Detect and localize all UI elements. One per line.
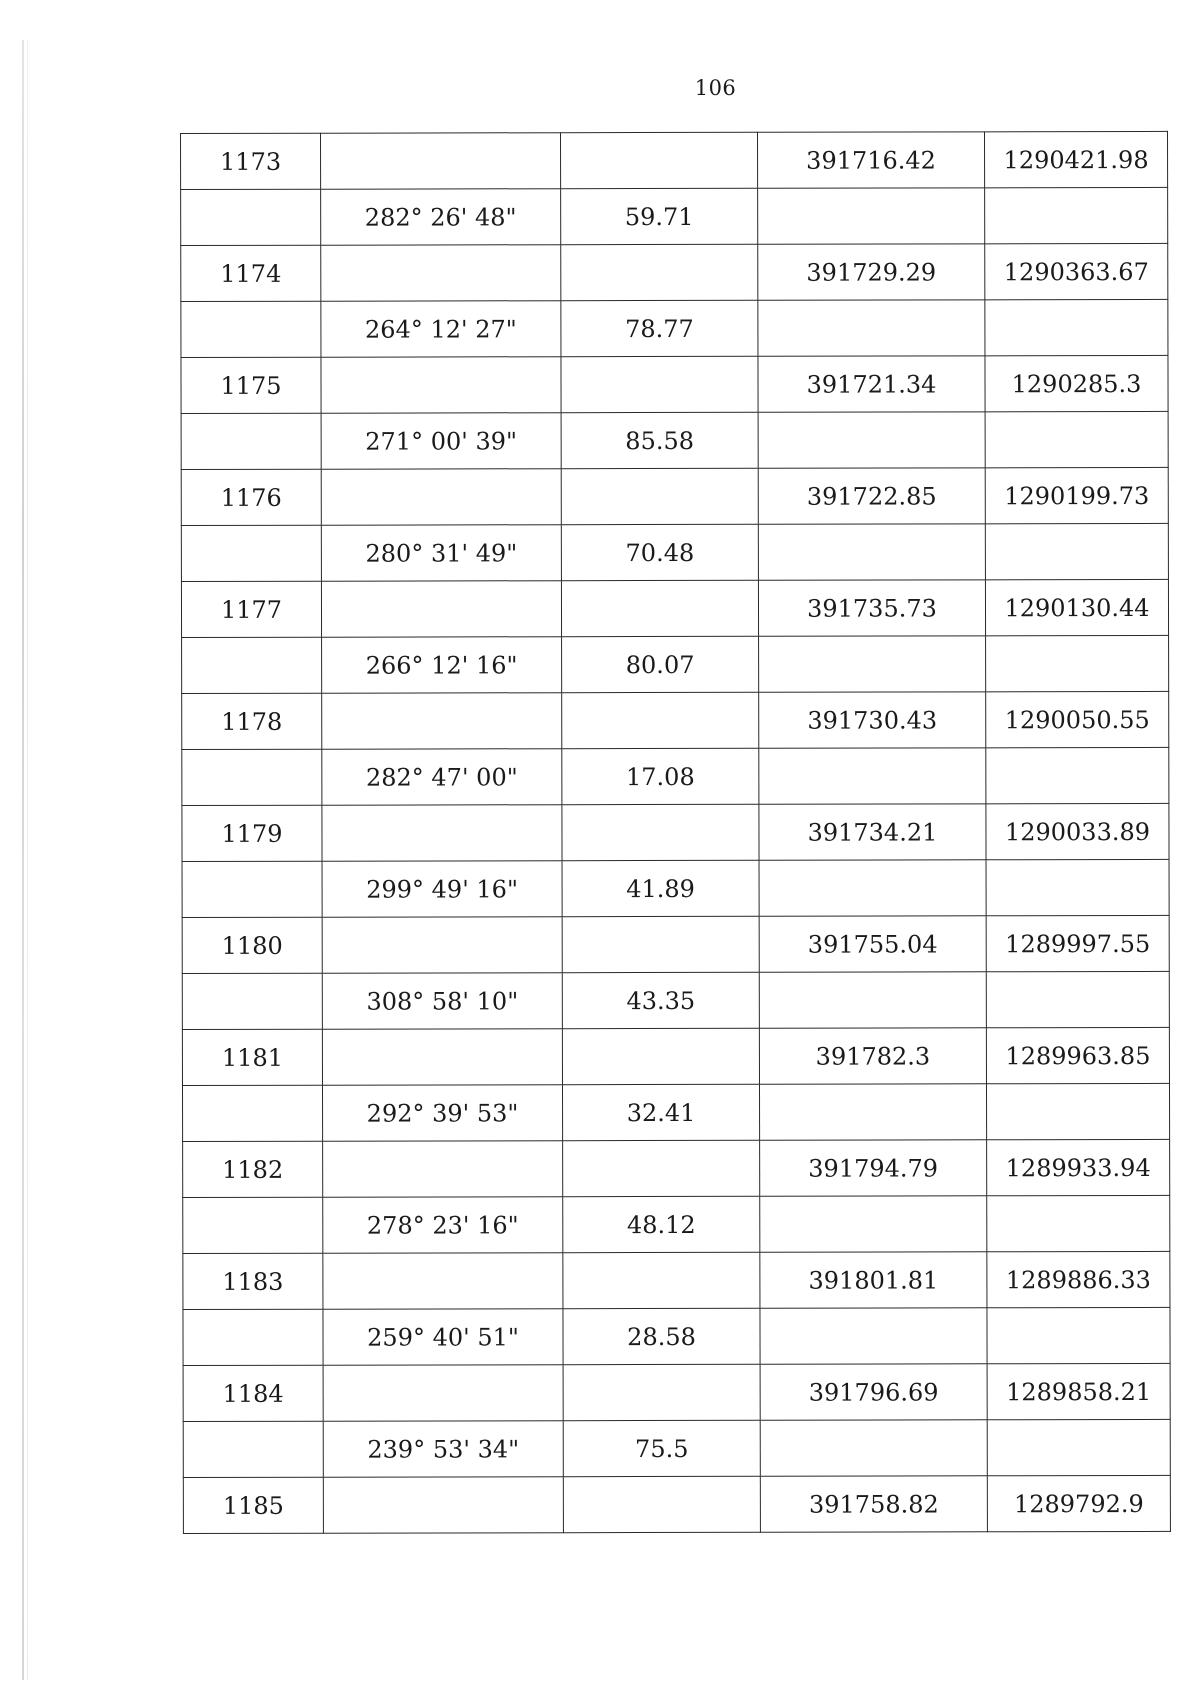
table-row-point	[181, 467, 1168, 525]
table-row-leg	[182, 635, 1169, 693]
northing-cell: 391782.3	[759, 1028, 986, 1084]
northing-cell	[760, 1196, 987, 1252]
northing-cell: 391801.81	[760, 1252, 987, 1308]
point-id-cell	[181, 301, 321, 357]
table-row-point	[181, 579, 1168, 637]
northing-cell: 391794.79	[760, 1140, 987, 1196]
distance-cell	[561, 132, 758, 188]
easting-cell	[986, 747, 1169, 803]
point-id-cell: 1174	[181, 245, 321, 301]
northing-cell: 391796.69	[760, 1364, 987, 1420]
easting-cell: 1290130.44	[985, 579, 1168, 635]
bearing-cell	[322, 693, 562, 750]
table-row-point	[183, 1251, 1170, 1309]
point-id-cell	[182, 1085, 322, 1141]
bearing-cell	[321, 581, 561, 638]
northing-cell	[759, 748, 986, 804]
point-id-cell: 1178	[182, 693, 322, 749]
page-number: 106	[694, 76, 737, 100]
distance-cell	[562, 1028, 759, 1084]
distance-cell: 32.41	[562, 1084, 759, 1140]
northing-cell: 391734.21	[759, 804, 986, 860]
bearing-cell	[321, 469, 561, 526]
bearing-cell: 259° 40' 51"	[323, 1309, 563, 1366]
point-id-cell	[182, 973, 322, 1029]
point-id-cell: 1184	[183, 1365, 323, 1421]
bearing-cell: 282° 47' 00"	[322, 749, 562, 806]
table-row-leg	[181, 523, 1168, 581]
point-id-cell	[181, 413, 321, 469]
bearing-cell: 264° 12' 27"	[321, 301, 561, 358]
easting-cell: 1289933.94	[987, 1139, 1170, 1195]
point-id-cell	[182, 861, 322, 917]
point-id-cell: 1173	[181, 133, 321, 189]
distance-cell: 17.08	[562, 748, 759, 804]
table-row-leg	[181, 187, 1168, 245]
point-id-cell: 1180	[182, 917, 322, 973]
easting-cell: 1289997.55	[986, 915, 1169, 971]
northing-cell: 391758.82	[760, 1476, 987, 1532]
point-id-cell	[182, 749, 322, 805]
easting-cell: 1289858.21	[987, 1363, 1170, 1419]
point-id-cell	[182, 637, 322, 693]
easting-cell	[986, 635, 1169, 691]
bearing-cell	[322, 1029, 562, 1086]
table-row-point	[182, 691, 1169, 749]
easting-cell: 1290050.55	[986, 691, 1169, 747]
coordinate-table-body	[181, 131, 1171, 1533]
distance-cell	[561, 580, 758, 636]
northing-cell	[758, 300, 985, 356]
bearing-cell: 292° 39' 53"	[322, 1085, 562, 1142]
table-row-point	[182, 915, 1169, 973]
northing-cell: 391755.04	[759, 916, 986, 972]
northing-cell	[760, 1420, 987, 1476]
distance-cell: 78.77	[561, 300, 758, 356]
table-row-leg	[182, 747, 1169, 805]
northing-cell: 391716.42	[757, 132, 984, 188]
easting-cell: 1290363.67	[985, 243, 1168, 299]
point-id-cell: 1183	[183, 1253, 323, 1309]
distance-cell	[562, 916, 759, 972]
table-row-point	[183, 1475, 1170, 1533]
distance-cell	[562, 804, 759, 860]
bearing-cell: 266° 12' 16"	[322, 637, 562, 694]
bearing-cell: 239° 53' 34"	[323, 1421, 563, 1478]
easting-cell	[987, 1195, 1170, 1251]
point-id-cell	[183, 1309, 323, 1365]
distance-cell	[561, 244, 758, 300]
northing-cell	[758, 412, 985, 468]
point-id-cell: 1177	[181, 581, 321, 637]
distance-cell: 41.89	[562, 860, 759, 916]
easting-cell	[986, 1083, 1169, 1139]
bearing-cell: 271° 00' 39"	[321, 413, 561, 470]
distance-cell	[563, 1476, 760, 1532]
distance-cell: 28.58	[563, 1308, 760, 1364]
easting-cell: 1289886.33	[987, 1251, 1170, 1307]
bearing-cell	[321, 133, 561, 190]
distance-cell	[563, 1252, 760, 1308]
table-row-point	[181, 355, 1168, 413]
distance-cell	[562, 692, 759, 748]
distance-cell	[563, 1140, 760, 1196]
distance-cell: 85.58	[561, 412, 758, 468]
easting-cell	[985, 523, 1168, 579]
point-id-cell: 1175	[181, 357, 321, 413]
northing-cell: 391722.85	[758, 468, 985, 524]
bearing-cell: 278° 23' 16"	[323, 1197, 563, 1254]
point-id-cell: 1182	[183, 1141, 323, 1197]
easting-cell	[985, 411, 1168, 467]
easting-cell	[987, 1419, 1170, 1475]
easting-cell	[986, 859, 1169, 915]
table-row-point	[183, 1139, 1170, 1197]
northing-cell	[758, 524, 985, 580]
point-id-cell: 1185	[183, 1477, 323, 1533]
northing-cell	[759, 636, 986, 692]
easting-cell	[987, 1307, 1170, 1363]
northing-cell	[759, 1084, 986, 1140]
bearing-cell: 308° 58' 10"	[322, 973, 562, 1030]
distance-cell	[561, 356, 758, 412]
table-row-leg	[183, 1419, 1170, 1477]
table-row-leg	[182, 971, 1169, 1029]
table-row-leg	[182, 859, 1169, 917]
distance-cell	[561, 468, 758, 524]
northing-cell	[758, 188, 985, 244]
point-id-cell: 1181	[182, 1029, 322, 1085]
point-id-cell	[183, 1197, 323, 1253]
northing-cell	[759, 860, 986, 916]
table-row-leg	[183, 1195, 1170, 1253]
northing-cell	[759, 972, 986, 1028]
bearing-cell	[322, 805, 562, 862]
table-row-leg	[181, 299, 1168, 357]
table-row-leg	[183, 1307, 1170, 1365]
northing-cell: 391730.43	[759, 692, 986, 748]
bearing-cell	[321, 245, 561, 302]
point-id-cell	[181, 525, 321, 581]
table-row-leg	[182, 1083, 1169, 1141]
scan-binding-edge-shadow	[27, 40, 28, 1680]
bearing-cell: 280° 31' 49"	[321, 525, 561, 582]
bearing-cell	[323, 1253, 563, 1310]
table-row-point	[182, 1027, 1169, 1085]
table-row-point	[182, 803, 1169, 861]
distance-cell: 43.35	[562, 972, 759, 1028]
easting-cell: 1290285.3	[985, 355, 1168, 411]
bearing-cell: 299° 49' 16"	[322, 861, 562, 918]
table-row-point	[181, 131, 1168, 189]
northing-cell: 391729.29	[758, 244, 985, 300]
easting-cell: 1289963.85	[986, 1027, 1169, 1083]
northing-cell	[760, 1308, 987, 1364]
easting-cell	[985, 299, 1168, 355]
easting-cell	[985, 187, 1168, 243]
easting-cell: 1290421.98	[984, 131, 1167, 187]
scan-binding-edge	[22, 40, 24, 1680]
table-row-point	[183, 1363, 1170, 1421]
easting-cell: 1289792.9	[987, 1475, 1170, 1531]
point-id-cell	[183, 1421, 323, 1477]
distance-cell: 80.07	[562, 636, 759, 692]
bearing-cell	[323, 1365, 563, 1422]
northing-cell: 391735.73	[758, 580, 985, 636]
bearing-cell	[321, 357, 561, 414]
distance-cell: 59.71	[561, 188, 758, 244]
distance-cell: 75.5	[563, 1420, 760, 1476]
bearing-cell: 282° 26' 48"	[321, 189, 561, 246]
point-id-cell	[181, 189, 321, 245]
coordinate-table	[180, 131, 1171, 1534]
easting-cell: 1290033.89	[986, 803, 1169, 859]
distance-cell: 48.12	[563, 1196, 760, 1252]
table-row-leg	[181, 411, 1168, 469]
point-id-cell: 1179	[182, 805, 322, 861]
distance-cell	[563, 1364, 760, 1420]
distance-cell: 70.48	[561, 524, 758, 580]
table-row-point	[181, 243, 1168, 301]
northing-cell: 391721.34	[758, 356, 985, 412]
bearing-cell	[322, 917, 562, 974]
easting-cell: 1290199.73	[985, 467, 1168, 523]
easting-cell	[986, 971, 1169, 1027]
point-id-cell: 1176	[181, 469, 321, 525]
bearing-cell	[323, 1477, 563, 1534]
bearing-cell	[323, 1141, 563, 1198]
